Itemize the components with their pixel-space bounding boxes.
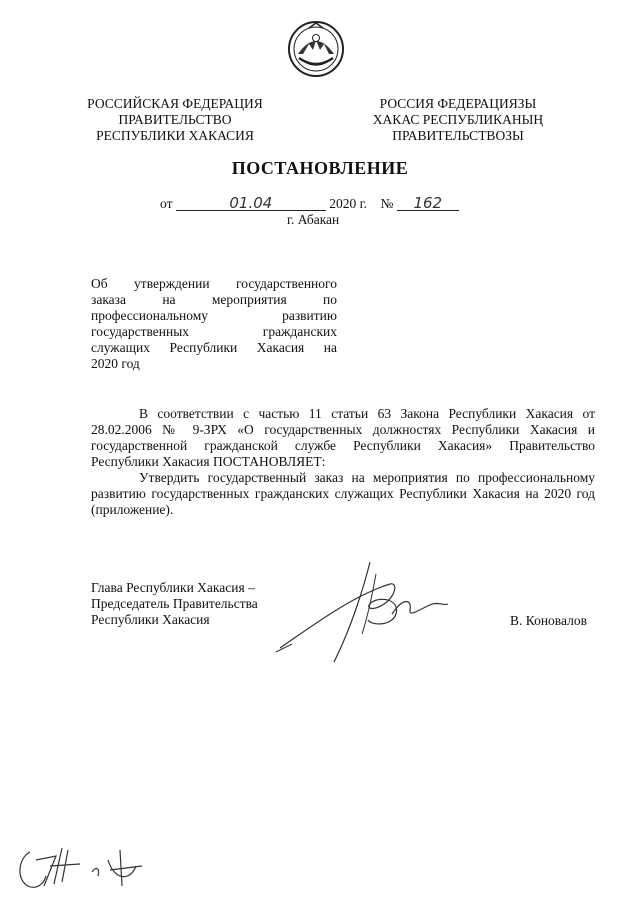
subject-line [91, 324, 337, 340]
header-right-line: РОССИЯ ФЕДЕРАЦИЯЗЫ [379, 96, 537, 111]
subject-word: государственного [236, 276, 337, 291]
body-text [91, 406, 595, 518]
coat-of-arms-emblem [287, 20, 345, 78]
subject-word: по [322, 292, 337, 307]
date-line [160, 196, 459, 212]
body-paragraph-1: В соответствии с частью 11 статьи 63 Закона Республики Хакасия от 28.02.2006 № 9-ЗРХ «О государственных должностях Республики Хакасия и государственной гражданской службе Республики Хакасия» Правительство Республики Хакасия ПОСТАНОВЛЯЕТ: [91, 406, 595, 469]
subject-word: утверждении [134, 276, 210, 291]
subject-word: Хакасия [256, 340, 305, 355]
signer-name: В. Коновалов [510, 613, 587, 628]
header-left-line: ПРАВИТЕЛЬСТВО [118, 112, 232, 127]
subject-line [91, 292, 337, 308]
header-right-line: ХАКАС РЕСПУБЛИКАНЫҢ [372, 112, 544, 127]
signer-line: Республики Хакасия [91, 612, 210, 627]
date-year: 2020 г. [329, 196, 367, 211]
subject-word: Республики [169, 340, 238, 355]
subject-line [91, 276, 337, 292]
date-field: 01.04 [176, 196, 326, 211]
subject-word: на [323, 340, 337, 355]
header-left-line: РОССИЙСКАЯ ФЕДЕРАЦИЯ [87, 96, 263, 111]
subject-line [91, 308, 337, 324]
header-right [360, 96, 556, 144]
subject-word: гражданских [262, 324, 337, 339]
number-sign: № [380, 196, 394, 211]
handwritten-signature [272, 556, 452, 668]
city: г. Абакан [287, 212, 340, 227]
subject-word: мероприятия [211, 292, 287, 307]
subject-word: заказа [91, 292, 126, 307]
subject-word: развитию [282, 308, 337, 323]
subject-word: государственных [91, 324, 190, 339]
signer-title [91, 580, 258, 628]
signer-line: Председатель Правительства [91, 596, 258, 611]
subject-line [91, 356, 337, 372]
subject-word: 2020 год [91, 356, 140, 371]
header-left [80, 96, 270, 144]
header-right-line: ПРАВИТЕЛЬСТВОЗЫ [392, 128, 524, 143]
header-left-line: РЕСПУБЛИКИ ХАКАСИЯ [96, 128, 254, 143]
signer-line: Глава Республики Хакасия – [91, 580, 255, 595]
subject-word: служащих [91, 340, 150, 355]
subject-word: на [162, 292, 176, 307]
document-title: ПОСТАНОВЛЕНИЕ [231, 158, 409, 178]
handwritten-note [10, 836, 150, 896]
subject-block [91, 276, 337, 372]
number-field: 162 [397, 196, 459, 211]
date-prefix: от [160, 196, 173, 211]
subject-line [91, 340, 337, 356]
body-paragraph-2: Утвердить государственный заказ на мероприятия по профессиональному развитию государственных гражданских служащих Республики Хакасия на 2020 год (приложение). [91, 470, 595, 517]
subject-word: Об [91, 276, 108, 291]
subject-word: профессиональному [91, 308, 208, 323]
